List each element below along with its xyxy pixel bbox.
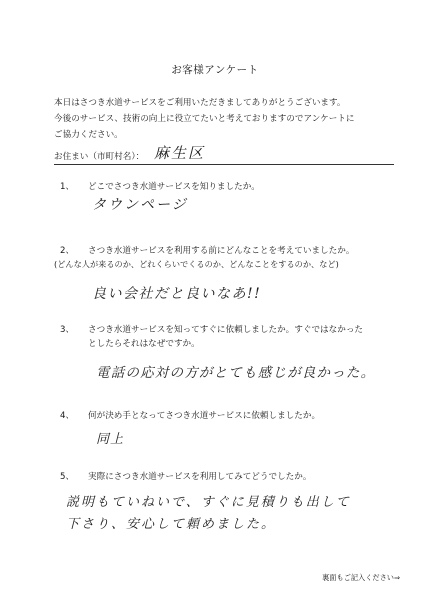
question-number: 2、 [60, 246, 75, 256]
question-text: 実際にさつき水道サービスを利用してみてどうでしたか。 [88, 472, 312, 482]
address-label: お住まい（市町村名）： [54, 152, 145, 162]
question-text: さつき水道サービスを利用する前にどんなことを考えていましたか。 [88, 246, 355, 256]
question-note: (どんな人が来るのか、どれくらいでくるのか、どんなことをするのか、など) [54, 259, 339, 269]
answer-4: 同上 [96, 432, 125, 447]
question-text: さつき水道サービスを知ってすぐに依頼しましたか。すぐではなかった としたらそれはなぜですか。 [88, 325, 364, 349]
intro-text: 本日はさつき水道サービスをご利用いただきましてありがとうございます。 今後のサービス、技術の向上に役立てたいと考えておりますのでアンケートに ご協力ください。 [54, 98, 355, 140]
question-text: どこでさつき水道サービスを知りましたか。 [88, 182, 260, 192]
footer-note: 裏面もご記入ください⇒ [322, 573, 400, 582]
answer-1: タウンページ [92, 197, 188, 213]
answer-2: 良い会社だと良いなあ!! [92, 286, 262, 302]
question-number: 4、 [60, 411, 75, 421]
question-number: 3、 [60, 325, 75, 335]
question-number: 5、 [60, 472, 75, 482]
question-number: 1、 [60, 182, 75, 192]
address-row [54, 144, 394, 165]
answer-5: 説明もていねいで、すぐに見積りも出して 下さり、安心して頼めました。 [66, 495, 351, 532]
address-value: 麻生区 [154, 144, 206, 162]
page-title: お客様アンケート [171, 64, 259, 76]
answer-3: 電話の応対の方がとても感じが良かった。 [96, 365, 376, 381]
question-text: 何が決め手となってさつき水道サービスに依頼しましたか。 [88, 411, 321, 421]
